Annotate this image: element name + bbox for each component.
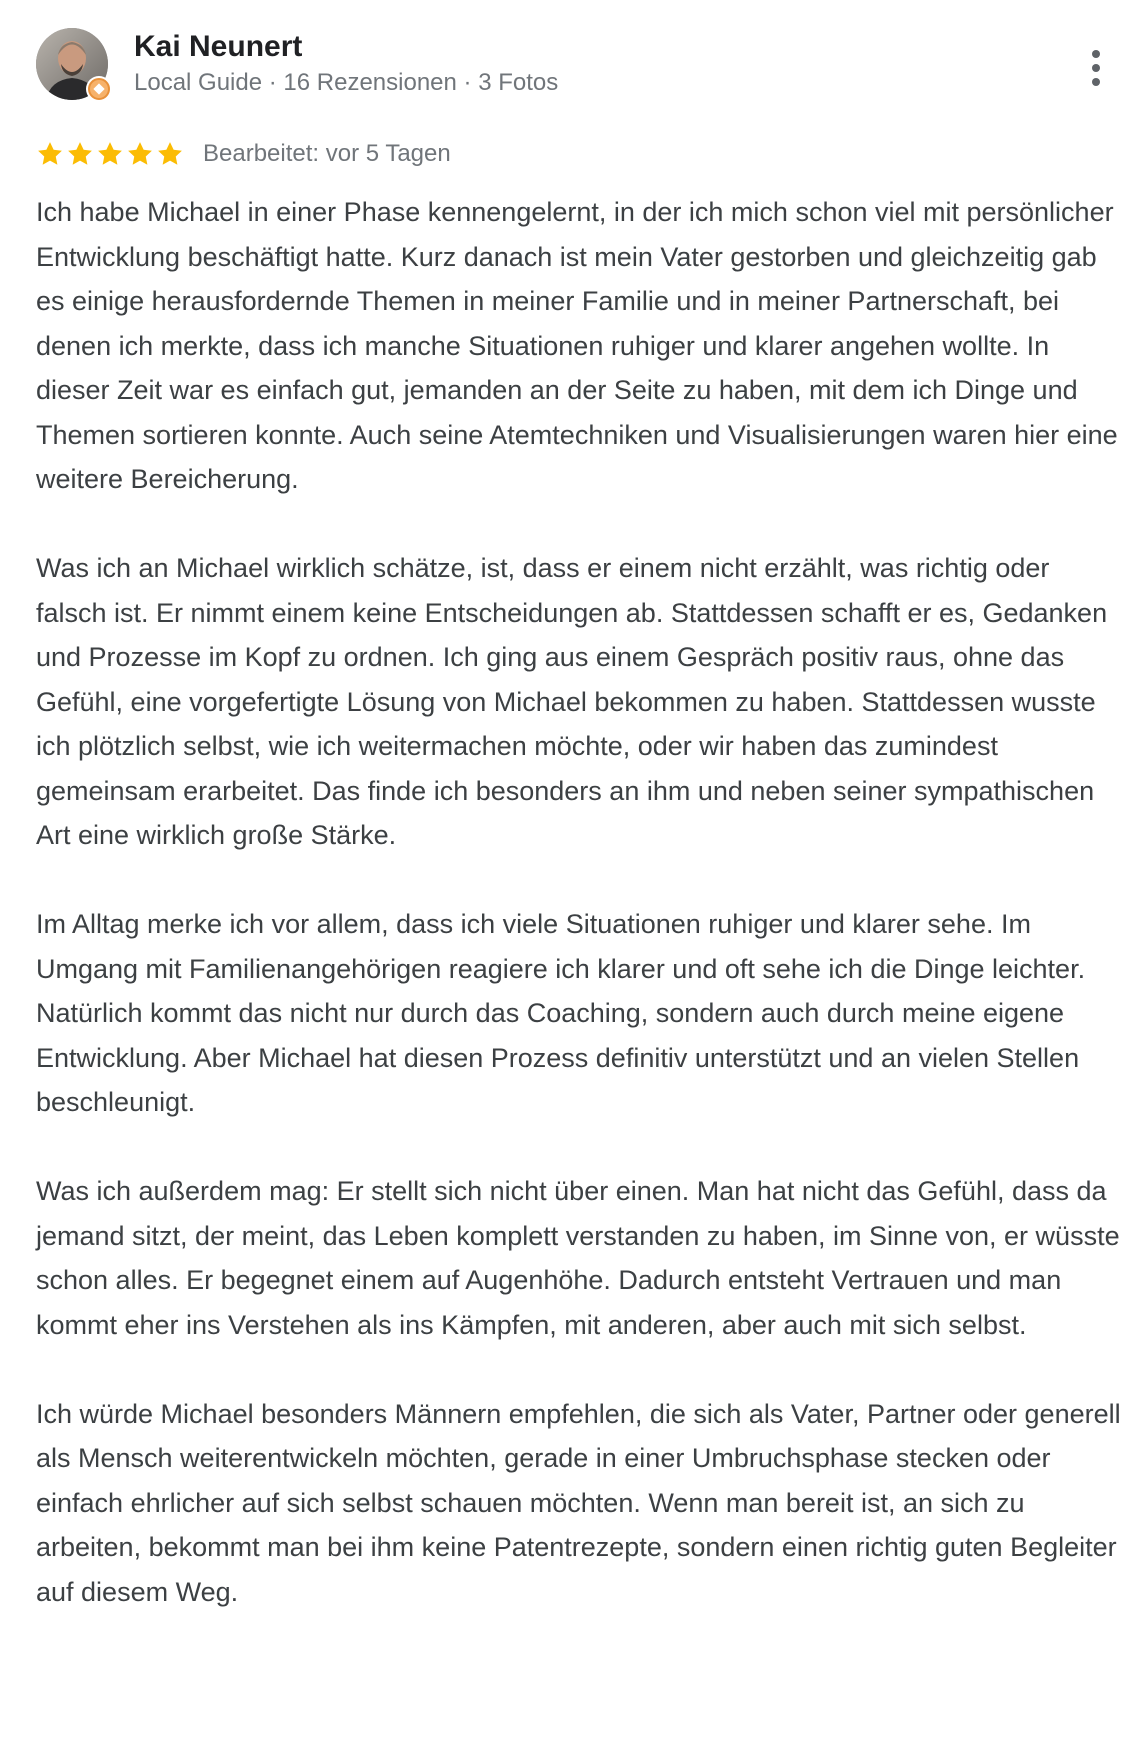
author-avatar[interactable]	[36, 28, 108, 100]
star-icon	[155, 139, 185, 169]
author-name[interactable]: Kai Neunert	[134, 30, 303, 63]
more-vert-icon[interactable]	[1072, 38, 1120, 98]
edited-timestamp: Bearbeitet: vor 5 Tagen	[203, 140, 451, 167]
author-meta: Local Guide · 16 Rezensionen · 3 Fotos	[134, 69, 559, 96]
star-icon	[35, 139, 65, 169]
review-text	[36, 190, 1126, 1614]
review-header	[36, 28, 1112, 108]
author-info	[134, 28, 1072, 98]
review-paragraph: Was ich an Michael wirklich schätze, ist, dass er einem nicht erzählt, was richtig oder falsch ist. Er nimmt einem keine Entscheidungen ab. Stattdessen schafft er es, Gedanken und Prozesse im Kopf zu ordnen. Ich ging aus einem Gespräch positiv raus, ohne das Gefühl, eine vorgefertigte Lösung von Michael bekommen zu haben. Stattdessen wusste ich plötzlich selbst, wie ich weitermachen möchte, oder wir haben das zumindest gemeinsam erarbeitet. Das finde ich besonders an ihm und neben seiner sympathischen Art eine wirklich große Stärke.	[36, 553, 1108, 850]
review-paragraph: Ich würde Michael besonders Männern empfehlen, die sich als Vater, Partner oder generell als Mensch weiterentwickeln möchten, gerade in einer Umbruchsphase stecken oder einfach ehrlicher auf sich selbst schauen möchten. Wenn man bereit ist, an sich zu arbeiten, bekommt man bei ihm keine Patentrezepte, sondern einen richtig guten Begleiter auf diesem Weg.	[36, 1398, 1121, 1607]
rating-row	[36, 138, 1112, 170]
star-icon	[95, 139, 125, 169]
star-rating	[35, 139, 185, 169]
local-guide-badge-icon	[86, 76, 112, 102]
star-icon	[65, 139, 95, 169]
star-icon	[125, 139, 155, 169]
review-paragraph: Ich habe Michael in einer Phase kennengelernt, in der ich mich schon viel mit persönlicher Entwicklung beschäftigt hatte. Kurz danach ist mein Vater gestorben und gleichzeitig gab es einige herausfordernde Themen in meiner Familie und in meiner Partnerschaft, bei denen ich merkte, dass ich manche Situationen ruhiger und klarer angehen wollte. In dieser Zeit war es einfach gut, jemanden an der Seite zu haben, mit dem ich Dinge und Themen sortieren konnte. Auch seine Atemtechniken und Visualisierungen waren hier eine weitere Bereicherung.	[36, 197, 1118, 494]
review-paragraph: Im Alltag merke ich vor allem, dass ich viele Situationen ruhiger und klarer sehe. Im Umgang mit Familienangehörigen reagiere ich klarer und oft sehe ich die Dinge leichter. Natürlich kommt das nicht nur durch das Coaching, sondern auch durch meine eigene Entwicklung. Aber Michael hat diesen Prozess definitiv unterstützt und an vielen Stellen beschleunigt.	[36, 909, 1086, 1117]
review-paragraph: Was ich außerdem mag: Er stellt sich nicht über einen. Man hat nicht das Gefühl, dass da jemand sitzt, der meint, das Leben komplett verstanden zu haben, im Sinne von, er wüsste schon alles. Er begegnet einem auf Augenhöhe. Dadurch entsteht Vertrauen und man kommt eher ins Verstehen als ins Kämpfen, mit anderen, aber auch mit sich selbst.	[36, 1176, 1120, 1340]
